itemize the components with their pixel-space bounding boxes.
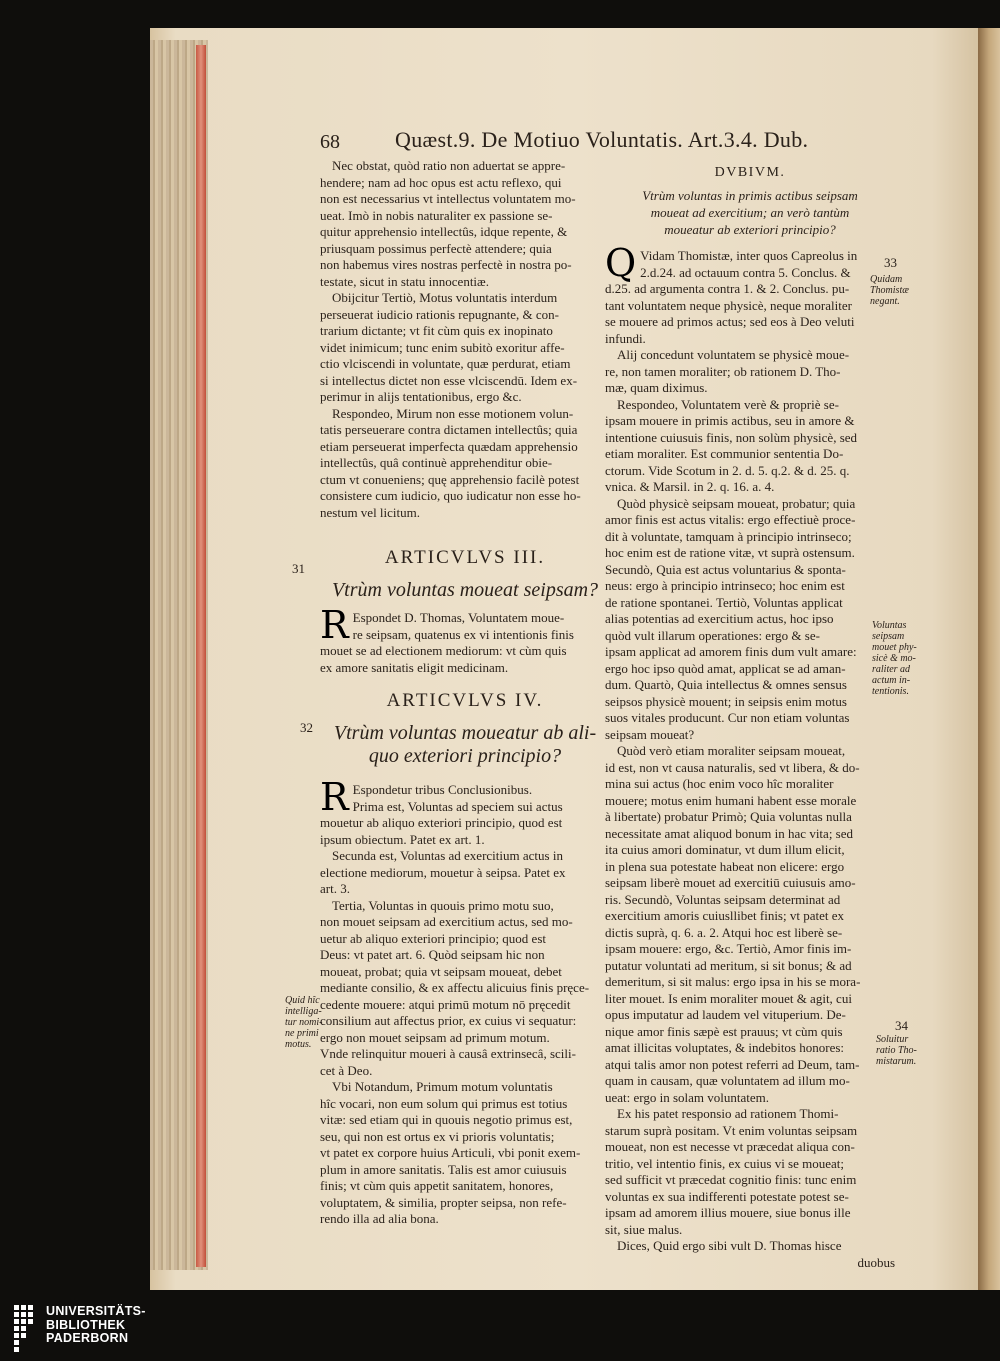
- margin-note-soluitur: [876, 1034, 917, 1067]
- text-line: mæ, quam diximus.: [605, 380, 708, 395]
- text-line: ueat. Imò in nobis naturaliter ex passione se-: [320, 207, 553, 223]
- text-line: amor finis est actus vitalis: ergo effectiuè proce-: [605, 512, 856, 527]
- text-line: sit, siue malus.: [605, 1221, 683, 1237]
- right-para-4: [605, 496, 895, 744]
- text-line: 2.d.24. ad octauum contra 5. Conclus. &: [640, 264, 851, 280]
- text-line: tatis perseuerare contra dictamen intellectûs; quia: [320, 422, 578, 437]
- margin-note-line: seipsam: [872, 631, 905, 642]
- catchword: duobus: [857, 1254, 895, 1270]
- text-line: mouet se ad electionem mediorum: vt cùm quis: [320, 643, 567, 658]
- text-line: non est necessarius vt intellectus voluntatem mo-: [320, 191, 576, 206]
- text-line: hoc enim est de ratione vitæ, vt suprà ostensum.: [605, 545, 855, 560]
- margin-note-line: tur nomi-: [285, 1017, 323, 1028]
- text-line: Tertia, Voluntas in quouis primo motu suo,: [332, 897, 554, 913]
- text-line: in plena sua potestate habeat non elicere: ergo: [605, 858, 845, 874]
- text-line: re seipsam, quatenus ex vi intentionis finis: [352, 626, 574, 642]
- text-line: de ratione spontanei. Tertiò, Voluntas applicat: [605, 594, 843, 610]
- right-para-2: [605, 347, 895, 397]
- margin-note-line: motus.: [285, 1039, 312, 1050]
- text-line: id est, non vt causa naturalis, sed vt libera, & do-: [605, 759, 860, 775]
- text-line: moueat, non est necesse vt præcedat aliqua con-: [605, 1139, 855, 1154]
- article-3-question: Vtrùm voluntas moueat seipsam?: [331, 579, 599, 601]
- article-4-text: [320, 775, 610, 1228]
- library-logo-text: [46, 1305, 146, 1346]
- text-line: atqui talis amor non potest referri ad Deum, tam-: [605, 1056, 860, 1072]
- text-line: hendere; nam ad hoc opus est actu reflexo, qui: [320, 174, 562, 190]
- text-line: etiam moraliter. Est communior sententia Do-: [605, 446, 844, 461]
- text-line: hîc vocari, non eum solum qui primus est totius: [320, 1095, 568, 1111]
- margin-note-line: sicè & mo-: [872, 653, 916, 664]
- text-line: Quòd physicè seipsam moueat, probatur; quia: [617, 495, 856, 511]
- text-line: liter mouet. Is enim moraliter mouet & agit, cui: [605, 990, 852, 1006]
- text-line: starum suprà positam. Vt enim voluntas seipsam: [605, 1122, 858, 1138]
- text-line: Vidam Thomistæ, inter quos Capreolus in: [640, 248, 858, 263]
- text-line: cedente mouere: atqui primū motum nō pręcedit: [320, 996, 571, 1012]
- text-line: Vbi Notandum, Primum motum voluntatis: [332, 1079, 553, 1094]
- text-line: intellectûs, quâ continuè apprehenditur obie-: [320, 455, 553, 470]
- text-line: Dices, Quid ergo sibi vult D. Thomas hisce: [617, 1238, 842, 1253]
- text-line: videt inimicum; tunc enim subitò exoritur affe-: [320, 339, 565, 355]
- margin-note-line: negant.: [870, 296, 900, 307]
- text-line: voluntas ex sua indifferenti potestate potest se-: [605, 1188, 849, 1204]
- text-line: infundi.: [605, 330, 646, 346]
- margin-note-line: Voluntas: [872, 620, 907, 631]
- right-para-6: [605, 1106, 895, 1238]
- text-line: etiam perseuerat imperfecta quædam apprehensio: [320, 438, 578, 454]
- facing-page-edge: [978, 28, 1000, 1290]
- margin-number-33: 33: [884, 255, 897, 270]
- text-line: putatur voluntati ad meritum, si sit bonus; & ad: [605, 957, 852, 973]
- drop-cap-R: R: [320, 775, 349, 819]
- text-line: seipsos physicè mouent; in seipsis enim motus: [605, 693, 847, 709]
- text-line: tant voluntatem neque physicè, neque moraliter: [605, 297, 852, 313]
- text-line: ctorum. Vide Scotum in 2. d. 5. q.2. & d. 25. q.: [605, 462, 850, 478]
- text-line: mouere; motus enim humani habent esse morale: [605, 792, 857, 808]
- text-line: Nec obstat, quòd ratio non aduertat se appre-: [332, 158, 566, 173]
- text-line: dictis suprà, q. 6. a. 2. Atqui hoc est liberè se-: [605, 924, 843, 940]
- margin-note-line: intelliga-: [285, 1006, 322, 1017]
- margin-note-line: actum in-: [872, 675, 911, 686]
- text-line: ergo hoc ipso quòd amat, applicat se ad aman-: [605, 660, 846, 676]
- text-line: necessitate amat aliquod bonum in hac vita; sed: [605, 825, 854, 841]
- margin-note-line: mouet phy-: [872, 642, 917, 653]
- text-line: non habemus vires nostras perfectè in nostra po-: [320, 257, 572, 272]
- text-line: vitæ: sed etiam qui in quouis negotio primus est,: [320, 1112, 573, 1127]
- running-title: Quæst.9. De Motiuo Voluntatis. Art.3.4. Dub.: [395, 127, 809, 152]
- text-line: nestum vel licitum.: [320, 504, 421, 520]
- text-line: priusquam possimus perfectè attendere; quia: [320, 240, 552, 256]
- text-line: Obijcitur Tertiò, Motus voluntatis interdum: [332, 290, 558, 305]
- text-line: moueat, probat; quia vt seipsam moueat, debet: [320, 963, 562, 979]
- dubium-question-line: moueatur ab exteriori principio?: [664, 222, 836, 237]
- text-line: electione mediorum, mouetur à seipsa. Patet ex: [320, 864, 566, 880]
- text-line: alias potentias ad exercitium actus, hoc ipso: [605, 611, 834, 626]
- text-line: ex amore sanitatis eligit medicinam.: [320, 659, 509, 675]
- text-line: quòd vult illarum operationes: ergo & se-: [605, 627, 820, 643]
- margin-note-line: Quid hîc: [285, 995, 320, 1006]
- margin-note-line: ne primi: [285, 1028, 319, 1039]
- left-para-3: [320, 406, 610, 522]
- right-para-7: [605, 1238, 895, 1271]
- text-line: seu, qui non est ortus ex vi prioris voluntatis;: [320, 1128, 555, 1144]
- article-3-heading: ARTICVLVS III.: [384, 547, 546, 568]
- text-line: voluptatem, & similia, propter seipsa, non refe-: [320, 1194, 567, 1210]
- text-line: trarium dictante; vt fit cùm quis ex inopinato: [320, 323, 553, 338]
- text-line: ipsam applicat ad amorem finis dum vult amare:: [605, 644, 857, 659]
- page-number: 68: [320, 131, 340, 153]
- text-line: dum. Quartò, Quia intellectus & omnes sensus: [605, 677, 847, 692]
- text-line: non mouet seipsam ad exercitium actus, sed mo-: [320, 914, 573, 929]
- text-line: perimur in alijs tentationibus, ergo &c.: [320, 389, 522, 404]
- text-line: suos vitales producunt. Cur non etiam voluntas: [605, 710, 850, 725]
- text-line: à libertate) probatur Primò; Quia voluntas nulla: [605, 809, 852, 824]
- text-line: neus: ergo à principio intrinseco; hoc enim est: [605, 578, 845, 593]
- left-column: [320, 158, 610, 1228]
- margin-note-line: Quidam: [870, 274, 903, 285]
- text-line: intentione cuiusuis finis, non solùm physicè, sed: [605, 429, 858, 445]
- text-line: exercitium amoris cuiusllibet finis; vt patet ex: [605, 908, 844, 923]
- scanned-page: [215, 30, 975, 1285]
- library-logo-icon: [14, 1305, 42, 1353]
- text-line: nique amor finis sæpè est prauus; vt cùm quis: [605, 1023, 843, 1039]
- dubium-question: [605, 187, 895, 238]
- text-line: art. 3.: [320, 881, 350, 896]
- text-line: ipsum obiectum. Patet ex art. 1.: [320, 831, 485, 847]
- text-line: seipsam liberè mouet ad exercitiū cuiusuis amo-: [605, 875, 856, 890]
- margin-note-line: Thomistæ: [870, 285, 909, 296]
- text-line: finis; vt cùm quis appetit sanitatem, honores,: [320, 1178, 554, 1193]
- margin-note-line: ratio Tho-: [876, 1045, 917, 1056]
- drop-cap-R: R: [320, 603, 349, 647]
- text-line: Prima est, Voluntas ad speciem sui actus: [352, 798, 563, 814]
- text-line: Espondet D. Thomas, Voluntatem moue-: [352, 610, 565, 625]
- text-line: Secunda est, Voluntas ad exercitium actus in: [332, 848, 563, 863]
- text-line: Ex his patet responsio ad rationem Thomi-: [617, 1106, 839, 1121]
- dubium-heading: DVBIVM.: [714, 165, 786, 180]
- margin-number-34: 34: [895, 1018, 908, 1033]
- logo-line: PADERBORN: [46, 1331, 129, 1345]
- text-line: ctio vlciscendi in voluntate, quæ perdurat, etiam: [320, 356, 571, 371]
- margin-number-31: 31: [292, 561, 305, 576]
- right-para-5: [605, 743, 895, 1106]
- right-para-1: [605, 241, 895, 347]
- text-line: mouetur ab aliquo exteriori principio, quod est: [320, 815, 563, 830]
- text-line: seipsam moueat?: [605, 726, 695, 742]
- margin-note-line: mistarum.: [876, 1056, 917, 1067]
- text-line: ipsam mouere: ergo, &c. Tertiò, Amor finis im-: [605, 941, 852, 956]
- text-line: Alij concedunt voluntatem se physicè moue-: [617, 347, 850, 362]
- text-line: Vnde relinquitur moueri à causâ extrinsecâ, scili-: [320, 1046, 576, 1061]
- text-line: cet à Deo.: [320, 1062, 373, 1078]
- dubium-question-line: Vtrùm voluntas in primis actibus seipsam: [642, 188, 858, 203]
- text-line: tritio, vel intentio finis, ex cuius vi se moueat;: [605, 1155, 845, 1171]
- text-line: Deus: vt patet art. 6. Quòd seipsam hic non: [320, 947, 545, 962]
- text-line: ipsam ad amorem illius mouere, siue bonus ille: [605, 1205, 851, 1220]
- text-line: dit à voluntate, tamquam à principio intrinseco;: [605, 528, 852, 544]
- text-line: re, non tamen moraliter; ob rationem D. Tho-: [605, 363, 841, 379]
- text-line: mediante consilio, & ex affectu alicuius finis pręce-: [320, 980, 590, 995]
- margin-note-line: Soluitur: [876, 1034, 909, 1045]
- text-line: testate, sicut in statu innocentiæ.: [320, 273, 489, 289]
- text-line: quitur apprehensio intellectûs, idque repente, &: [320, 224, 568, 239]
- text-line: se mouere ad primos actus; sed eos à Deo veluti: [605, 314, 855, 329]
- article-4-question-line1: Vtrùm voluntas moueatur ab ali-: [333, 722, 597, 744]
- margin-note-line: raliter ad: [872, 664, 911, 675]
- text-line: demeritum, si sit malus: ergo ipsa in his se mora-: [605, 974, 861, 989]
- article-4-question-line2: quo exteriori principio?: [368, 745, 562, 767]
- dubium-question-line: moueat ad exercitium; an verò tantùm: [650, 205, 850, 220]
- text-line: Espondetur tribus Conclusionibus.: [352, 782, 533, 797]
- margin-note-line: tentionis.: [872, 686, 909, 697]
- text-line: vnica. & Marsil. in 2. q. 16. a. 4.: [605, 479, 775, 494]
- text-line: Respondeo, Mirum non esse motionem volun-: [332, 405, 574, 421]
- text-line: Secundò, Quia est actus voluntarius & sponta-: [605, 561, 846, 577]
- text-line: amat illicitas voluptates, & indebitos honores:: [605, 1040, 845, 1055]
- text-line: perseuerat iudicio rationis repugnante, & con-: [320, 306, 559, 322]
- text-line: sed sufficit vt præcedat cognitio finis: tunc enim: [605, 1172, 857, 1187]
- text-line: ctum vt conueniens; quę apprehensio facilè potest: [320, 471, 580, 487]
- text-line: quam in causam, quæ voluntatem ad illum mo-: [605, 1073, 850, 1088]
- left-para-2: [320, 290, 610, 406]
- text-line: plum in amore sanitatis. Talis est amor cuiusuis: [320, 1161, 567, 1177]
- drop-cap-Q: Q: [605, 241, 637, 285]
- text-line: ergo non mouet seipsam ad primum motum.: [320, 1029, 550, 1045]
- article-3-text: [320, 603, 610, 676]
- text-line: d.25. ad argumenta contra 1. & 2. Conclus. pu-: [605, 281, 850, 296]
- text-line: Respondeo, Voluntatem verè & propriè se-: [617, 396, 839, 412]
- text-line: si intellectus dictet non esse vlciscendū. Idem ex-: [320, 372, 578, 388]
- logo-line: BIBLIOTHEK: [46, 1317, 126, 1332]
- left-para-1: [320, 158, 610, 290]
- margin-number-32: 32: [300, 720, 313, 735]
- margin-note-quid-hic: [285, 995, 323, 1050]
- text-line: ita cuius amori dominatur, vt dum illum elicit,: [605, 842, 845, 857]
- margin-note-quidam: [870, 274, 909, 307]
- text-line: vt patet ex corpore huius Articuli, vbi ponit exem-: [320, 1145, 581, 1160]
- text-line: consistere cum iudicio, quo iudicatur non esse ho-: [320, 488, 581, 503]
- text-line: opus imputatur ad laudem vel vituperium. De-: [605, 1007, 846, 1022]
- logo-line: UNIVERSITÄTS-: [46, 1304, 146, 1318]
- text-line: ueat: ergo in solam voluntatem.: [605, 1089, 770, 1105]
- text-line: mina sui actus (hoc enim voco hîc moraliter: [605, 776, 834, 791]
- text-line: uetur ab aliquo exteriori principio; quod est: [320, 930, 546, 946]
- text-line: ris. Secundò, Voluntas seipsam determinat ad: [605, 891, 841, 907]
- text-line: ipsam mouere in primis actibus, seu in amore &: [605, 413, 855, 428]
- right-column: [605, 165, 895, 1271]
- text-line: consilium aut affectus prior, ex cuius vi sequatur:: [320, 1013, 577, 1028]
- right-para-3: [605, 397, 895, 496]
- red-page-edge: [196, 45, 206, 1267]
- text-line: rendo illa ad alia bona.: [320, 1211, 439, 1226]
- article-4-heading: ARTICVLVS IV.: [386, 690, 544, 711]
- margin-note-voluntas: [872, 620, 917, 697]
- text-line: Quòd verò etiam moraliter seipsam moueat,: [617, 743, 846, 758]
